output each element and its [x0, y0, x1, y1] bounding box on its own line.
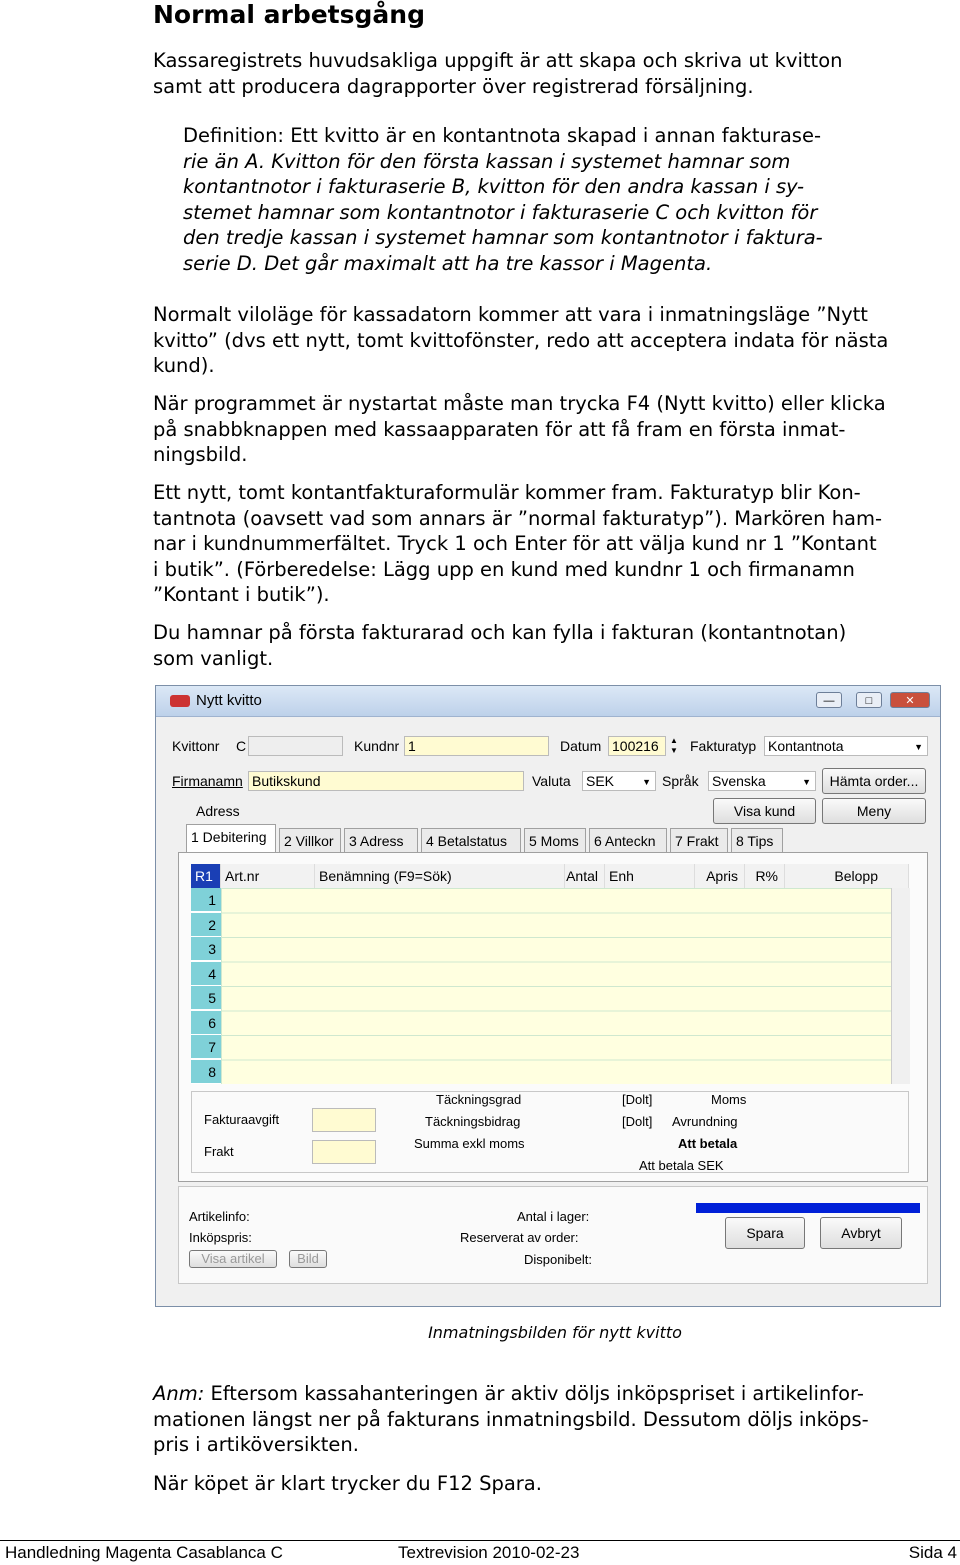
footer-right: Sida 4 [908, 1543, 957, 1562]
row-number[interactable]: 4 [191, 962, 221, 986]
window-title: Nytt kvitto [196, 692, 262, 709]
spara-paragraph: När köpet är klart trycker du F12 Spara. [153, 1472, 542, 1495]
section-heading: Normal arbetsgång [153, 0, 425, 29]
text-line: Du hamnar på första fakturarad och kan fylla i fakturan (kontantnotan) [153, 621, 847, 644]
artikelinfo-panel [178, 1186, 928, 1284]
avrundning-label: Avrundning [672, 1114, 738, 1129]
totals-panel [191, 1091, 909, 1173]
fakturaavgift-label: Fakturaavgift [204, 1112, 280, 1127]
minimize-button[interactable]: — [816, 692, 842, 708]
text-line: kund). [153, 354, 215, 377]
grid-header-artnr[interactable]: Art.nr [221, 864, 315, 888]
progress-bar [696, 1203, 920, 1213]
text-line: serie D. Det går maximalt att ha tre kassor i Magenta. [183, 251, 713, 275]
grid-header-benamning[interactable]: Benämning (F9=Sök) [315, 864, 565, 888]
grid-header-rabatt[interactable]: R% [745, 864, 785, 888]
valuta-label: Valuta [532, 773, 571, 789]
sprak-label: Språk [662, 773, 699, 789]
kvittonr-label: Kvittonr [172, 738, 220, 754]
bild-button[interactable]: Bild [289, 1250, 327, 1268]
anm-label: Anm: [153, 1382, 205, 1405]
hamta-order-button[interactable]: Hämta order... [822, 768, 926, 794]
inkopspris-label: Inköpspris: [189, 1230, 252, 1245]
text-line [153, 1381, 953, 1407]
artikelinfo-label: Artikelinfo: [189, 1209, 250, 1224]
att-betala-label: Att betala [678, 1136, 738, 1151]
figure-caption: Inmatningsbilden för nytt kvitto [428, 1323, 682, 1342]
grid-header-belopp[interactable]: Belopp [785, 864, 909, 888]
text-line: nar i kundnummerfältet. Tryck 1 och Enter för att välja kund nr 1 ”Kontant [153, 532, 877, 555]
text-line: Kassaregistrets huvudsakliga uppgift är att skapa och skriva ut kvitton [153, 49, 843, 72]
text-span: Eftersom kassahanteringen är aktiv döljs inköpspriset i artikelinfor- [204, 1382, 864, 1405]
text-line: mationen längst ner på fakturans inmatningsbild. Dessutom döljs inköps- [153, 1407, 869, 1431]
datum-label: Datum [560, 738, 602, 754]
text-line: den tredje kassan i systemet hamnar som kontantnotor i faktura- [183, 226, 823, 249]
reserverat-label: Reserverat av order: [460, 1230, 579, 1245]
close-button[interactable]: ✕ [890, 692, 930, 708]
row-number[interactable]: 8 [191, 1060, 221, 1084]
adress-label: Adress [196, 803, 240, 819]
paragraph-viloläge [153, 302, 953, 379]
tab-debitering[interactable]: 1 Debitering [186, 824, 276, 854]
datum-spinner[interactable]: ▲ ▼ [670, 736, 678, 755]
frakt-label: Frakt [204, 1144, 234, 1159]
tab-villkor[interactable]: 2 Villkor [279, 828, 341, 852]
grid-scrollbar[interactable] [891, 888, 910, 1084]
text-line: pris i artiköversikten. [153, 1433, 359, 1456]
row-number[interactable]: 7 [191, 1035, 221, 1059]
footer-left: Handledning Magenta Casablanca C [5, 1543, 283, 1562]
grid-header-row: R1 [191, 864, 221, 888]
text-line: kvitto” (dvs ett nytt, tomt kvittofönster, redo att acceptera indata för nästa [153, 328, 889, 352]
paragraph-nystartat [153, 391, 953, 468]
grid-header-antal[interactable]: Antal [565, 864, 605, 888]
text-line: i butik”. (Förberedelse: Lägg upp en kund med kundnr 1 och firmanamn [153, 557, 855, 581]
tackningsgrad-label: Täckningsgrad [436, 1092, 522, 1107]
text-line: När programmet är nystartat måste man trycka F4 (Nytt kvitto) eller klicka [153, 392, 886, 415]
grid-header-apris[interactable]: Apris [695, 864, 745, 888]
sprak-select[interactable]: Svenska ▼ [708, 771, 816, 791]
visa-kund-button[interactable]: Visa kund [713, 798, 816, 824]
avbryt-button[interactable]: Avbryt [820, 1217, 902, 1249]
text-line: som vanligt. [153, 646, 274, 670]
invoice-rows-grid [191, 864, 909, 1084]
grid-header-enh[interactable]: Enh [605, 864, 695, 888]
tackningsgrad-value: [Dolt] [622, 1092, 653, 1107]
antal-i-lager-label: Antal i lager: [517, 1209, 590, 1224]
tab-moms[interactable]: 5 Moms [524, 828, 586, 852]
moms-label: Moms [711, 1092, 747, 1107]
tab-adress[interactable]: 3 Adress [344, 828, 418, 852]
kundnr-label: Kundnr [354, 738, 400, 754]
fakturatyp-select[interactable]: Kontantnota ▼ [764, 736, 928, 756]
firmanamn-label: Firmanamn [172, 773, 243, 789]
intro-paragraph [153, 48, 953, 99]
text-line: Ett nytt, tomt kontantfakturaformulär kommer fram. Fakturatyp blir Kon- [153, 481, 861, 504]
tab-tips[interactable]: 8 Tips [731, 828, 783, 852]
tab-frakt[interactable]: 7 Frakt [670, 828, 728, 852]
grid-cells[interactable] [221, 888, 891, 1084]
footer-center: Textrevision 2010-02-23 [398, 1543, 580, 1562]
tab-betalstatus[interactable]: 4 Betalstatus [421, 828, 521, 852]
tackningsbidrag-value: [Dolt] [622, 1114, 653, 1129]
frakt-field[interactable] [312, 1140, 376, 1164]
cash-register-icon [170, 695, 190, 707]
title-bar [156, 686, 940, 717]
disponibelt-label: Disponibelt: [524, 1252, 592, 1267]
text-line: Definition: Ett kvitto är en kontantnota skapad i annan fakturase- [183, 124, 821, 147]
fakturatyp-label: Fakturatyp [690, 738, 757, 754]
row-number[interactable]: 6 [191, 1011, 221, 1035]
kvittonr-field[interactable] [248, 736, 343, 756]
meny-button[interactable]: Meny [822, 798, 926, 824]
maximize-button[interactable]: □ [856, 692, 882, 708]
datum-field[interactable]: 100216 [608, 736, 666, 756]
definition-paragraph [183, 123, 883, 276]
fakturaavgift-field[interactable] [312, 1108, 376, 1132]
spara-button[interactable]: Spara [725, 1217, 805, 1249]
summa-exkl-moms-label: Summa exkl moms [414, 1136, 525, 1151]
text-line: tantnota (oavsett vad som annars är ”normal fakturatyp”). Markören ham- [153, 506, 883, 530]
footer-divider [0, 1540, 960, 1541]
text-line: stemet hamnar som kontantnotor i fakturaserie C och kvitton för [183, 200, 818, 224]
kundnr-field[interactable]: 1 [404, 736, 549, 756]
text-line: Normalt viloläge för kassadatorn kommer att vara i inmatningsläge ”Nytt [153, 303, 868, 326]
text-line: samt att producera dagrapporter över registrerad försäljning. [153, 74, 754, 98]
nytt-kvitto-window [155, 685, 941, 1307]
firmanamn-field[interactable]: Butikskund [248, 771, 524, 791]
text-line: på snabbknappen med kassaapparaten för att få fram en första inmat- [153, 417, 846, 441]
paragraph-fakturarad [153, 620, 953, 671]
row-number[interactable]: 2 [191, 913, 221, 937]
row-number[interactable]: 1 [191, 888, 221, 912]
tackningsbidrag-label: Täckningsbidrag [425, 1114, 521, 1129]
text-line: rie än A. Kvitton för den första kassan i systemet hamnar som [183, 149, 791, 173]
text-line: ningsbild. [153, 443, 248, 466]
text-line: kontantnotor i fakturaserie B, kvitton för den andra kassan i sy- [183, 175, 805, 198]
valuta-select[interactable]: SEK ▼ [582, 771, 656, 791]
tab-anteckn[interactable]: 6 Anteckn [589, 828, 667, 852]
att-betala-sek-label: Att betala SEK [639, 1158, 724, 1173]
kvittonr-prefix: C [236, 738, 247, 754]
row-number[interactable]: 3 [191, 937, 221, 961]
row-number[interactable]: 5 [191, 986, 221, 1010]
paragraph-kontantfaktura [153, 480, 953, 608]
anm-paragraph [153, 1381, 953, 1458]
text-line: ”Kontant i butik”). [153, 583, 330, 606]
visa-artikel-button[interactable]: Visa artikel [189, 1250, 277, 1268]
